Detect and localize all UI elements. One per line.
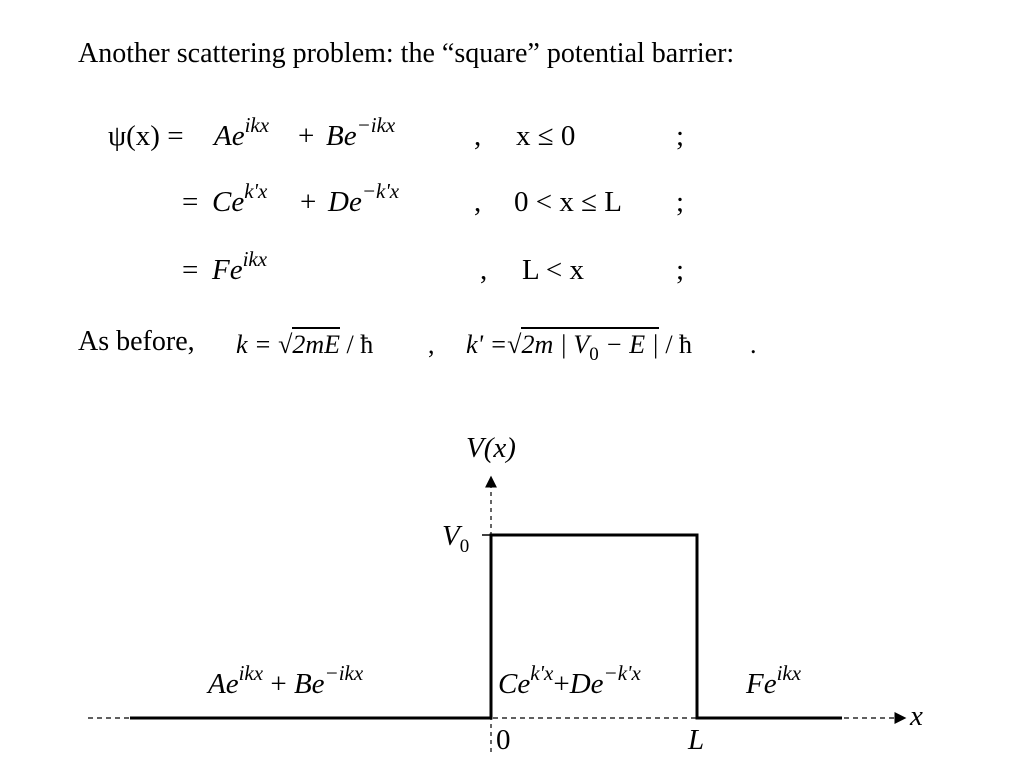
eq1-lhs: ψ(x) = <box>108 120 184 152</box>
eq1-term1-coef: A <box>214 120 232 152</box>
eq3-lhs: = <box>182 254 199 286</box>
x-axis-label: x <box>910 700 923 732</box>
y-axis-label-text: V(x) <box>466 432 516 464</box>
eq2-condition: 0 < x ≤ L <box>514 186 622 218</box>
region1-exp2: −ikx <box>324 661 364 685</box>
x-tick-l: L <box>688 724 705 756</box>
eq1-condition: x ≤ 0 <box>516 120 576 152</box>
eq2-term2-base: e <box>348 186 362 218</box>
eq2-term1-coef: C <box>212 186 232 218</box>
region2-exp1: k'x <box>530 661 554 685</box>
sqrt-sign-icon: √ <box>278 330 293 359</box>
k-radicand: 2mE <box>292 327 340 359</box>
definition-separator: , <box>428 330 435 359</box>
barrier-height-label <box>442 520 470 557</box>
region1-base1: e <box>225 668 239 700</box>
eq2-term2-coef: D <box>328 186 349 218</box>
eq2-lhs: = <box>182 186 199 218</box>
k-lhs: k = <box>236 330 272 359</box>
region2-coef1: C <box>498 668 518 700</box>
region3-base1: e <box>763 668 777 700</box>
kprime-lhs: k' = <box>466 330 508 359</box>
eq1-semicolon: ; <box>676 120 685 152</box>
eq1-plus: + <box>298 120 315 152</box>
barrier-height-sub: 0 <box>459 536 470 557</box>
region3-exp1: ikx <box>776 661 802 685</box>
region3-coef1: F <box>746 668 764 700</box>
eq1-comma: , <box>474 120 482 152</box>
region3-wavefunction <box>746 661 802 701</box>
region2-base2: e <box>590 668 604 700</box>
region2-plus: + <box>553 668 570 700</box>
eq1-term2-coef: B <box>326 120 344 152</box>
region1-base2: e <box>311 668 325 700</box>
x-tick-0: 0 <box>496 724 511 756</box>
eq2-plus: + <box>300 186 317 218</box>
kprime-radicand-pre: 2m | V <box>521 330 590 359</box>
eq1-term2-base: e <box>343 120 357 152</box>
definition-end: . <box>750 330 757 359</box>
eq2-term1-exp: k'x <box>244 179 268 203</box>
eq3-condition: L < x <box>522 254 584 286</box>
eq3-comma: , <box>480 254 488 286</box>
region2-exp2: −k'x <box>603 661 641 685</box>
eq3-semicolon: ; <box>676 254 685 286</box>
y-axis-label <box>466 432 516 465</box>
region1-wavefunction <box>208 661 364 701</box>
eq2-term2-exp: −k'x <box>361 179 400 203</box>
eq2-comma: , <box>474 186 482 218</box>
kprime-radicand-sub: 0 <box>589 344 599 365</box>
region2-wavefunction <box>498 661 641 701</box>
eq3-term1-exp: ikx <box>242 247 268 271</box>
k-tail: / ħ <box>346 330 374 359</box>
region2-base1: e <box>517 668 531 700</box>
region1-plus: + <box>270 668 287 700</box>
eq1-term2-exp: −ikx <box>356 113 396 137</box>
heading: Another scattering problem: the “square” potential barrier: <box>78 38 735 69</box>
kprime-radicand-post: − E | <box>598 330 659 359</box>
sqrt-sign-icon: √ <box>507 330 522 359</box>
region1-coef1: A <box>208 668 226 700</box>
region1-exp1: ikx <box>238 661 264 685</box>
eq2-term1-base: e <box>231 186 245 218</box>
eq1-term1-exp: ikx <box>244 113 270 137</box>
eq3-term1-base: e <box>229 254 243 286</box>
kprime-tail: / ħ <box>665 330 693 359</box>
region1-coef2: B <box>293 668 312 700</box>
eq3-term1-coef: F <box>212 254 230 286</box>
eq2-semicolon: ; <box>676 186 685 218</box>
barrier-height-v: V <box>442 520 460 552</box>
eq1-term1-base: e <box>231 120 245 152</box>
as-before-label: As before, <box>78 326 195 357</box>
region2-coef2: D <box>569 668 591 700</box>
